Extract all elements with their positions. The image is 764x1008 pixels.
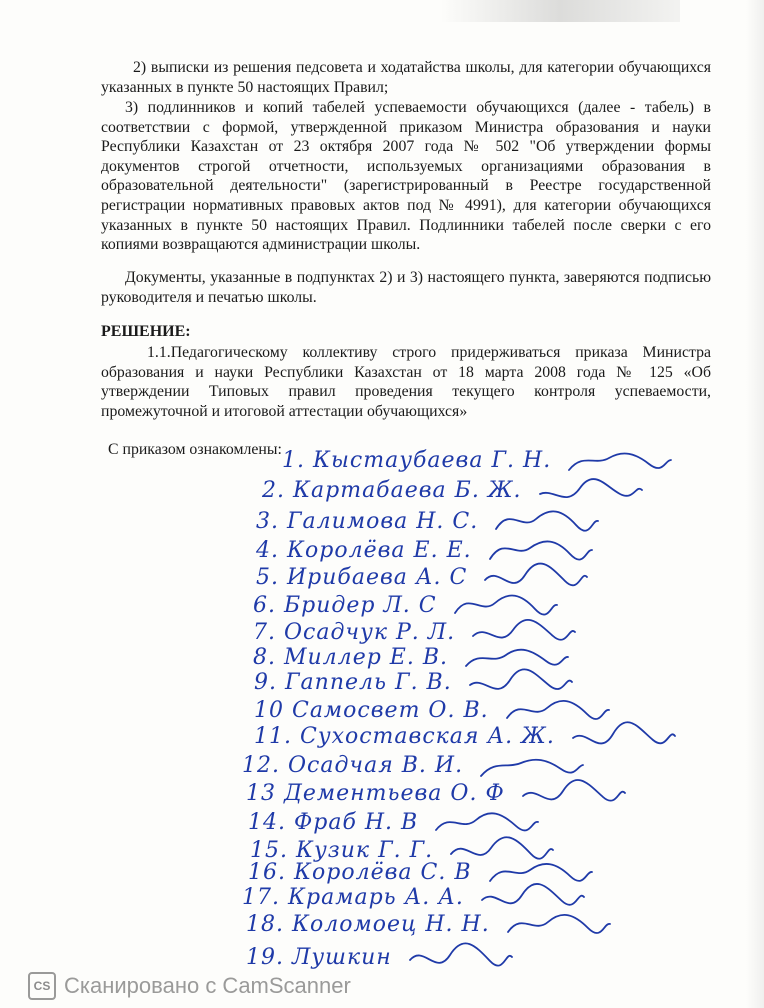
scan-shadow-right (746, 0, 764, 1008)
camscanner-logo-icon: CS (28, 972, 56, 1000)
signature-scribble (504, 908, 614, 942)
signature-name: 15. Кузик Г. Г. (250, 838, 434, 863)
signature-scribble (536, 474, 646, 508)
watermark-text: Сканировано с CamScanner (64, 973, 351, 998)
signature-stroke (466, 650, 568, 666)
signature-name: 6. Бридер Л. С (253, 593, 437, 618)
signature-name: 1. Кыстаубаева Г. Н. (282, 448, 552, 473)
signature-stroke (569, 453, 671, 470)
signature-scribble (565, 444, 675, 478)
signature-name: 2. Картабаева Б. Ж. (262, 478, 522, 503)
decision-text (101, 343, 711, 421)
signature-name: 7. Осадчук Р. Л. (253, 620, 456, 645)
signature-stroke (481, 760, 583, 776)
signature-name: 11. Сухоставская А. Ж. (254, 724, 555, 749)
acknowledgement-label: С приказом ознакомлены: (108, 441, 282, 458)
signature-name: 18. Коломоец Н. Н. (246, 912, 490, 937)
signature-stroke (573, 722, 675, 743)
signature-name: 4. Королёва Е. Е. (256, 538, 472, 563)
paragraph-text: 2) выписки из решения педсовета и ходатайства школы, для категории обучающихся указанных в пункте 50 настоящих Правил; (101, 59, 711, 96)
signature-stroke (470, 669, 572, 689)
signature-stroke (455, 595, 557, 614)
paragraph-text: 3) подлинников и копий табелей успеваемости обучающихся (далее - табель) в соответствии с формой, утвержденной приказом Министра образования и науки Республики Казахстан от 23 октября 2007 года № 502 "Об утверждении формы документов строгой отчетности, используемых организациями образования в образовательной деятельности" (зарегистрированный в Реестре государственной регистрации нормативных правовых актов под № 4991), для категории обучающихся указанных в пункте 50 настоящих Правил. Подлинники табелей после сверки с его копиями возвращаются администрации школы. (101, 99, 711, 254)
paragraph-item-2 (101, 58, 711, 97)
signature-name: 10 Самосвет О. В. (254, 698, 489, 723)
signature-stroke (490, 864, 592, 881)
signature-name: 8. Миллер Е. В. (253, 645, 448, 670)
signature-name: 16. Королёва С. В (248, 860, 472, 885)
signature-stroke (496, 511, 598, 530)
signature-name: 19. Лушкин (246, 945, 392, 970)
signature-stroke (482, 884, 584, 905)
signature-stroke (523, 780, 625, 801)
paragraph-item-3 (101, 98, 711, 255)
signature-scribble (406, 941, 516, 975)
signature-stroke (507, 701, 609, 719)
signature-stroke (410, 943, 512, 965)
decision-heading: РЕШЕНИЕ: (101, 323, 191, 340)
signature-name: 17. Крамарь А. А. (242, 885, 464, 910)
signature-stroke (436, 813, 538, 830)
signature-stroke (485, 564, 587, 586)
signature-name: 9. Гаппель Г. В. (254, 670, 452, 695)
signature-name: 12. Осадчая В. И. (242, 753, 464, 778)
signature-name: 3. Галимова Н. С. (256, 509, 479, 534)
signature-stroke (490, 541, 592, 559)
signature-name: 14. Фраб Н. В (248, 810, 419, 835)
signature-stroke (540, 479, 642, 497)
paragraph-certification (101, 268, 711, 307)
signature-name: 13 Дементьева О. Ф (246, 781, 505, 806)
signature-stroke (473, 620, 575, 640)
camscanner-watermark (28, 972, 351, 1000)
signature-stroke (508, 915, 610, 933)
signature-name: 5. Ирибаева А. С (256, 565, 468, 590)
paragraph-text: Документы, указанные в подпунктах 2) и 3) настоящего пункта, заверяются подписью руководителя и печатью школы. (101, 269, 711, 306)
scan-shadow-top (440, 0, 680, 22)
decision-paragraph: 1.1.Педагогическому коллективу строго придерживаться приказа Министра образования и науки Республики Казахстан от 18 марта 2008 года № 125 «Об утверждении Типовых правил проведения текущего контроля успеваемости, промежуточной и итоговой аттестации обучающихся» (101, 344, 711, 420)
